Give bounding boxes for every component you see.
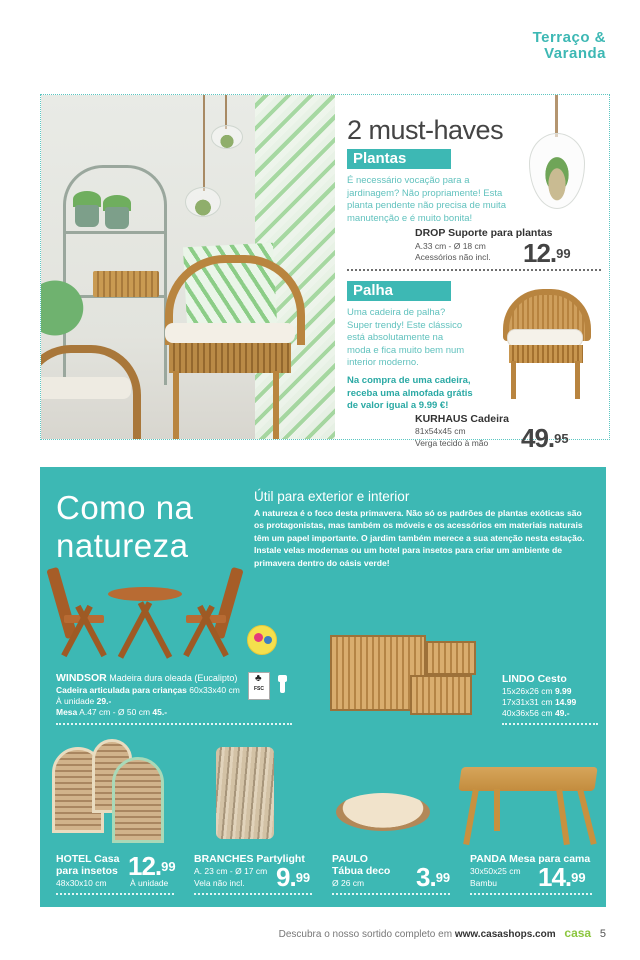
chair-label: Cadeira articulada para crianças: [56, 685, 187, 695]
windsor-set-image: [50, 567, 240, 663]
page-number: 5: [599, 928, 606, 940]
size-price: 9.99: [554, 686, 572, 696]
title-line1: Como na: [56, 489, 194, 526]
divider-dots: [332, 893, 450, 895]
branches-note: Vela não incl.: [194, 878, 245, 888]
lindo-product-name: LINDO Cesto: [502, 673, 567, 685]
windsor-title-line: [56, 673, 237, 684]
table-dims: A.47 cm - Ø 50 cm: [79, 707, 151, 717]
kids-badge-icon: [247, 625, 277, 655]
hanging-terrarium: [211, 125, 243, 149]
section-title-line1: Terraço &: [532, 29, 606, 46]
hotel-name-line2: para insetos: [56, 865, 118, 877]
footer: [279, 926, 606, 940]
palha-promo: Na compra de uma cadeira, receba uma almofada grátis de valor igual a 9.99 €!: [347, 375, 473, 411]
divider-dots: [56, 893, 174, 895]
table-label: Mesa: [56, 707, 78, 717]
windsor-material: Madeira dura oleada (Eucalipto): [109, 673, 238, 683]
casa-logo: casa: [564, 926, 592, 940]
paulo-dims: Ø 26 cm: [332, 878, 365, 888]
natureza-body: A natureza é o foco desta primavera. Não só os padrões de plantas exóticas são os protagonistas, mas também os móveis e os acessórios em materiais naturais têm um papel importante. O jardim também merece a sua atenção nesta estação. Instale velas modernas ou um hotel para insetos para criar um ambiente de primavera dentro do oásis verde!: [254, 508, 585, 568]
basket-medium: [426, 641, 476, 675]
panda-name: PANDA Mesa para cama: [470, 853, 591, 865]
lindo-size-row: [502, 686, 571, 697]
chair-base: [169, 343, 291, 373]
wicker-basket: [93, 271, 159, 297]
must-haves-content: [343, 95, 609, 453]
kurhaus-chair-image: [503, 289, 591, 399]
round-table: [108, 587, 182, 601]
branches-price: 9.99: [276, 862, 311, 892]
table-leg: [138, 601, 172, 659]
paulo-name-line1: PAULO: [332, 853, 368, 865]
basket-small: [410, 675, 472, 715]
paulo-name-line2: Tábua deco: [332, 865, 391, 877]
rope: [555, 95, 558, 137]
must-haves-title: 2 must-haves: [347, 115, 504, 145]
wood-slice-image: [336, 793, 430, 831]
windsor-table-line: [56, 707, 167, 718]
drop-product-name: DROP Suporte para plantas: [415, 227, 553, 239]
chair-back: [46, 567, 77, 640]
plantas-description: É necessário vocação para a jardinagem? Não propriamente! Esta planta pendente não precisa de muita manutenção e é muito bonita!: [347, 175, 506, 224]
divider-dots: [470, 893, 592, 895]
website-link[interactable]: www.casashops.com: [454, 929, 556, 940]
panda-dims: 30x50x25 cm: [470, 866, 521, 876]
footer-text: Descubra o nosso sortido completo em: [278, 929, 453, 940]
plantas-tag: Plantas: [347, 149, 451, 169]
drop-terrarium-image: [529, 133, 585, 209]
hotel-price: 12.99: [128, 851, 176, 881]
paulo-price: 3.99: [416, 862, 451, 892]
branches-candle-holder-image: [216, 747, 274, 839]
tray-leg: [577, 789, 596, 845]
hotel-name-line1: HOTEL Casa: [56, 853, 120, 865]
insect-hotel-image: [52, 737, 162, 841]
kurhaus-price: 49.95: [521, 423, 569, 453]
chair-cushion: [165, 323, 295, 343]
chair-back: [212, 567, 243, 640]
size-dims: 40x36x56 cm: [502, 708, 553, 718]
divider-dots: [347, 269, 601, 271]
lindo-size-row: [502, 697, 576, 708]
hanging-terrarium: [185, 187, 221, 217]
chair-leg: [173, 371, 179, 439]
tray-leg: [463, 789, 479, 845]
natureza-title: [56, 489, 193, 565]
divider-dots: [194, 893, 312, 895]
divider-dots: [56, 723, 292, 725]
plant-pot: [75, 205, 99, 227]
chair-cushion: [41, 377, 131, 399]
branches-name: BRANCHES Partylight: [194, 853, 305, 865]
assembly-screwdriver-icon: [280, 675, 285, 693]
lindo-size-row: [502, 708, 570, 719]
unit-price: 29.-: [96, 696, 112, 706]
hotel-dims: 48x30x10 cm: [56, 878, 107, 888]
must-haves-panel: [40, 94, 610, 453]
palha-tag: Palha: [347, 281, 451, 301]
monstera-leaf: [41, 273, 91, 343]
title-line2: natureza: [56, 527, 189, 564]
drop-spec-note: Acessórios não incl.: [415, 252, 491, 262]
fsc-certified-icon: ♣ FSC: [248, 672, 270, 700]
plant-pot: [105, 207, 129, 229]
panda-price: 14.99: [538, 862, 586, 892]
insect-house: [112, 757, 164, 843]
kurhaus-spec-dims: 81x54x45 cm: [415, 426, 466, 436]
tray-top: [458, 767, 597, 791]
lifestyle-photo: [41, 95, 335, 439]
drop-spec-dims: A.33 cm - Ø 18 cm: [415, 241, 486, 251]
unit-label: À unidade: [56, 696, 95, 706]
lindo-baskets-image: [330, 629, 480, 717]
size-price: 49.-: [554, 708, 570, 718]
shelf-board: [63, 231, 167, 234]
tray-leg: [494, 789, 500, 831]
natureza-subtitle: Útil para exterior e interior: [254, 489, 410, 504]
panda-material: Bambu: [470, 878, 497, 888]
hanging-rope: [203, 95, 205, 191]
windsor-name: WINDSOR: [56, 672, 107, 684]
hotel-price-note: À unidade: [130, 878, 169, 888]
kurhaus-product-name: KURHAUS Cadeira: [415, 413, 509, 425]
windsor-chair-line: [56, 685, 240, 696]
chair-leg: [273, 371, 279, 439]
divider-dots: [502, 723, 598, 725]
hanging-rope: [225, 95, 227, 129]
bed-tray-image: [460, 767, 596, 847]
natureza-panel: [40, 467, 606, 907]
section-title: [533, 30, 606, 62]
drop-price: 12.99: [523, 238, 571, 268]
kurhaus-spec-note: Verga tecido à mão: [415, 438, 489, 448]
chair-base: [509, 345, 583, 363]
tray-leg: [556, 789, 570, 845]
table-price: 45.-: [152, 707, 168, 717]
size-dims: 17x31x31 cm: [502, 697, 553, 707]
chair-dims: 60x33x40 cm: [189, 685, 240, 695]
size-dims: 15x26x26 cm: [502, 686, 553, 696]
chair-leg: [511, 361, 516, 399]
branches-dims: A. 23 cm - Ø 17 cm: [194, 866, 268, 876]
chair-leg: [575, 361, 580, 399]
size-price: 14.99: [554, 697, 577, 707]
windsor-unit-line: [56, 696, 111, 707]
section-title-line2: Varanda: [544, 45, 606, 62]
palha-description: Uma cadeira de palha? Super trendy! Este clássico está absolutamente na moda e fica muito bem num interior moderno.: [347, 307, 465, 368]
